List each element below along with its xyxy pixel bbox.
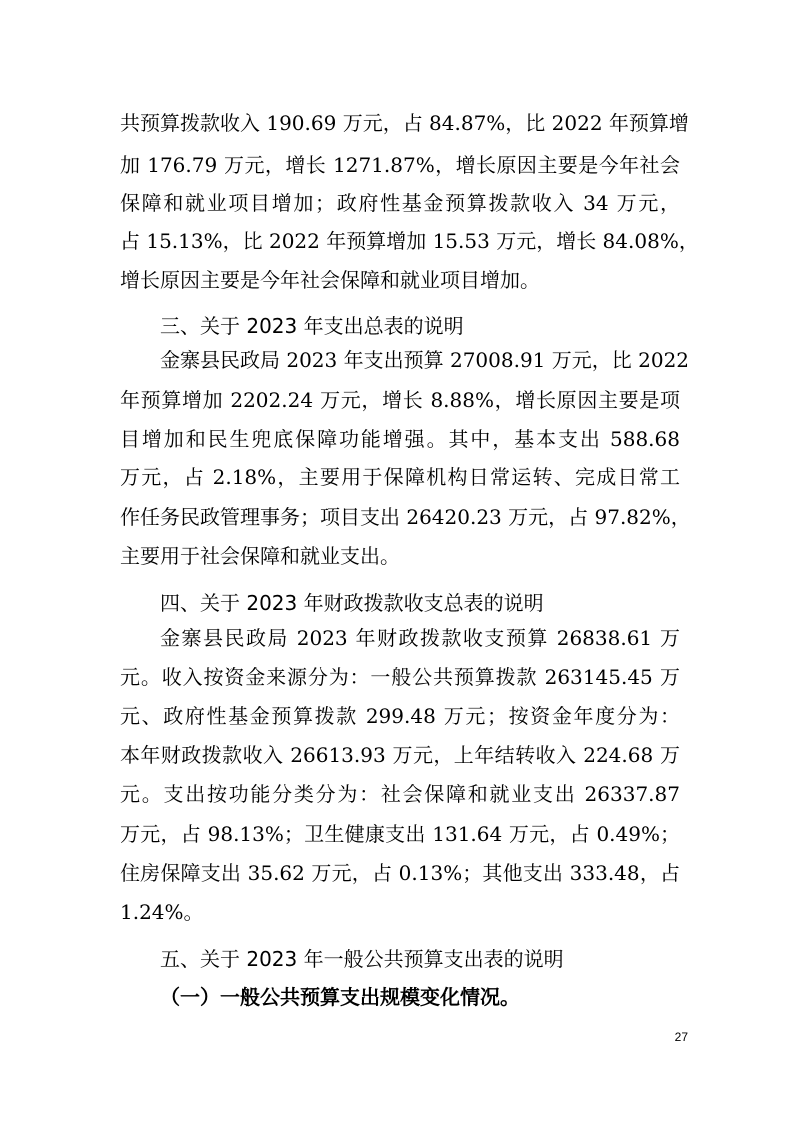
body-line: 住房保障支出 35.62 万元，占 0.13%；其他支出 333.48，占 <box>120 861 680 885</box>
body-line: 1.24%。 <box>120 900 204 924</box>
body-line: 年预算增加 2202.24 万元，增长 8.88%，增长原因主要是项 <box>120 388 680 412</box>
body-line: 万元，占 2.18%，主要用于保障机构日常运转、完成日常工 <box>120 465 680 489</box>
body-line: 本年财政拨款收入 26613.93 万元，上年结转收入 224.68 万 <box>120 743 680 767</box>
body-line: 占 15.13%，比 2022 年预算增加 15.53 万元，增长 84.08%， <box>120 229 699 253</box>
body-line: 金寨县民政局 2023 年财政拨款收支预算 26838.61 万 <box>160 626 680 650</box>
body-line: 元。支出按功能分类分为：社会保障和就业支出 26337.87 <box>120 782 680 806</box>
body-line: 金寨县民政局 2023 年支出预算 27008.91 万元，比 2022 <box>160 348 690 372</box>
body-line: 共预算拨款收入 190.69 万元，占 84.87%，比 2022 年预算增 <box>120 111 689 135</box>
section-heading: 五、关于 2023 年一般公共预算支出表的说明 <box>160 947 564 971</box>
section-heading: 三、关于 2023 年支出总表的说明 <box>160 314 464 338</box>
body-line: 作任务民政管理事务；项目支出 26420.23 万元，占 97.82%， <box>120 505 691 529</box>
body-line: 加 176.79 万元，增长 1271.87%，增长原因主要是今年社会 <box>120 153 680 177</box>
body-line: 主要用于社会保障和就业支出。 <box>120 544 400 568</box>
body-line: 元。收入按资金来源分为：一般公共预算拨款 263145.45 万 <box>120 665 680 689</box>
body-line: 保障和就业项目增加；政府性基金预算拨款收入 34 万元， <box>120 191 680 215</box>
body-line: 万元，占 98.13%；卫生健康支出 131.64 万元，占 0.49%； <box>120 822 680 846</box>
body-line: 元、政府性基金预算拨款 299.48 万元；按资金年度分为： <box>120 704 680 728</box>
section-heading: 四、关于 2023 年财政拨款收支总表的说明 <box>160 591 544 615</box>
body-line: 目增加和民生兜底保障功能增强。其中，基本支出 588.68 <box>120 427 680 451</box>
body-line: 增长原因主要是今年社会保障和就业项目增加。 <box>120 268 540 292</box>
subsection-heading: （一）一般公共预算支出规模变化情况。 <box>160 985 520 1009</box>
page-number: 27 <box>674 1030 688 1044</box>
